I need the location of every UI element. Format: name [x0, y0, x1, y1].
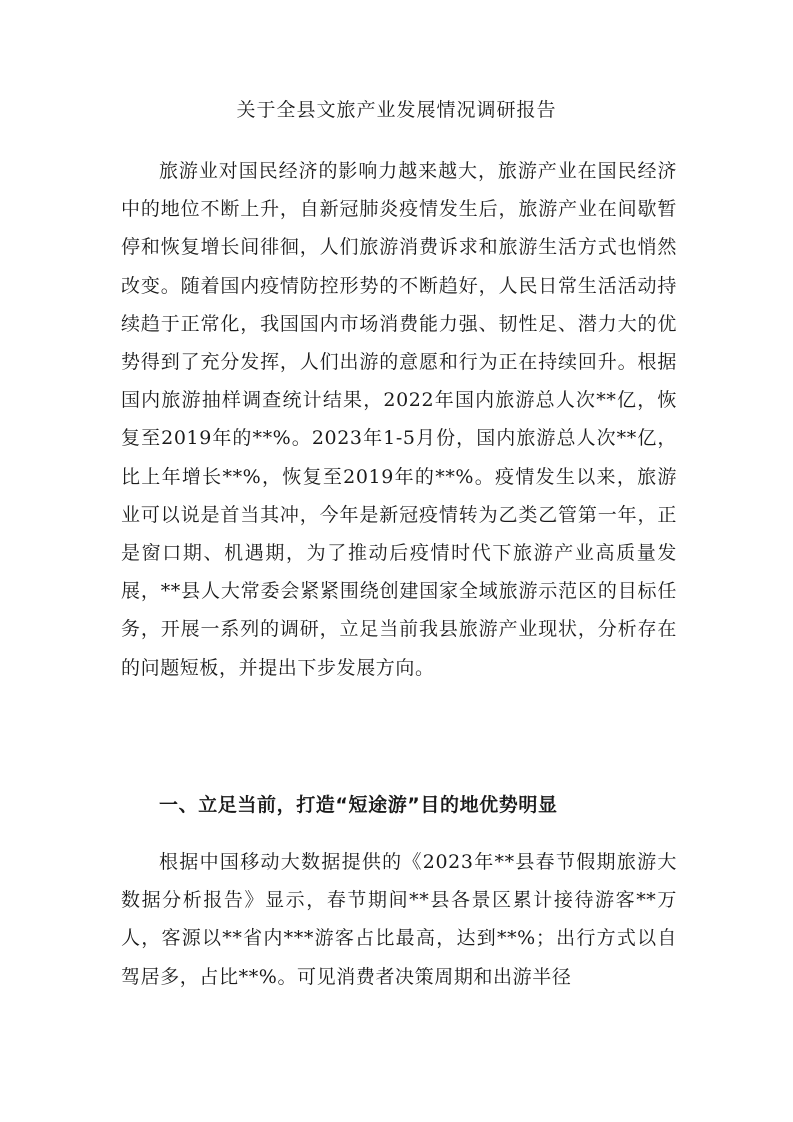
section-heading-1: 一、立足当前，打造“短途游”目的地优势明显 [159, 794, 558, 816]
body-paragraph-section-1: 根据中国移动大数据提供的《2023年**县春节假期旅游大数据分析报告》显示，春节期间**县各景区累计接待游客**万人，客源以**省内***游客占比最高，达到**%；出行方式以自驾居多，占比**%。可见消费者决策周期和出游半径 [121, 851, 677, 988]
body-paragraph-intro: 旅游业对国民经济的影响力越来越大，旅游产业在国民经济中的地位不断上升，自新冠肺炎疫情发生后，旅游产业在间歇暂停和恢复增长间徘徊，人们旅游消费诉求和旅游生活方式也悄然改变。随着国内疫情防控形势的不断趋好，人民日常生活活动持续趋于正常化，我国国内市场消费能力强、韧性足、潜力大的优势得到了充分发挥，人们出游的意愿和行为正在持续回升。根据国内旅游抽样调查统计结果，2022年国内旅游总人次**亿，恢复至2019年的**%。2023年1-5月份，国内旅游总人次**亿，比上年增长**%，恢复至2019年的**%。疫情发生以来，旅游业可以说是首当其冲，今年是新冠疫情转为乙类乙管第一年，正是窗口期、机遇期，为了推动后疫情时代下旅游产业高质量发展，**县人大常委会紧紧围绕创建国家全域旅游示范区的目标任务，开展一系列的调研，立足当前我县旅游产业现状，分析存在的问题短板，并提出下步发展方向。 [121, 160, 677, 679]
document-title: 关于全县文旅产业发展情况调研报告 [236, 99, 557, 121]
